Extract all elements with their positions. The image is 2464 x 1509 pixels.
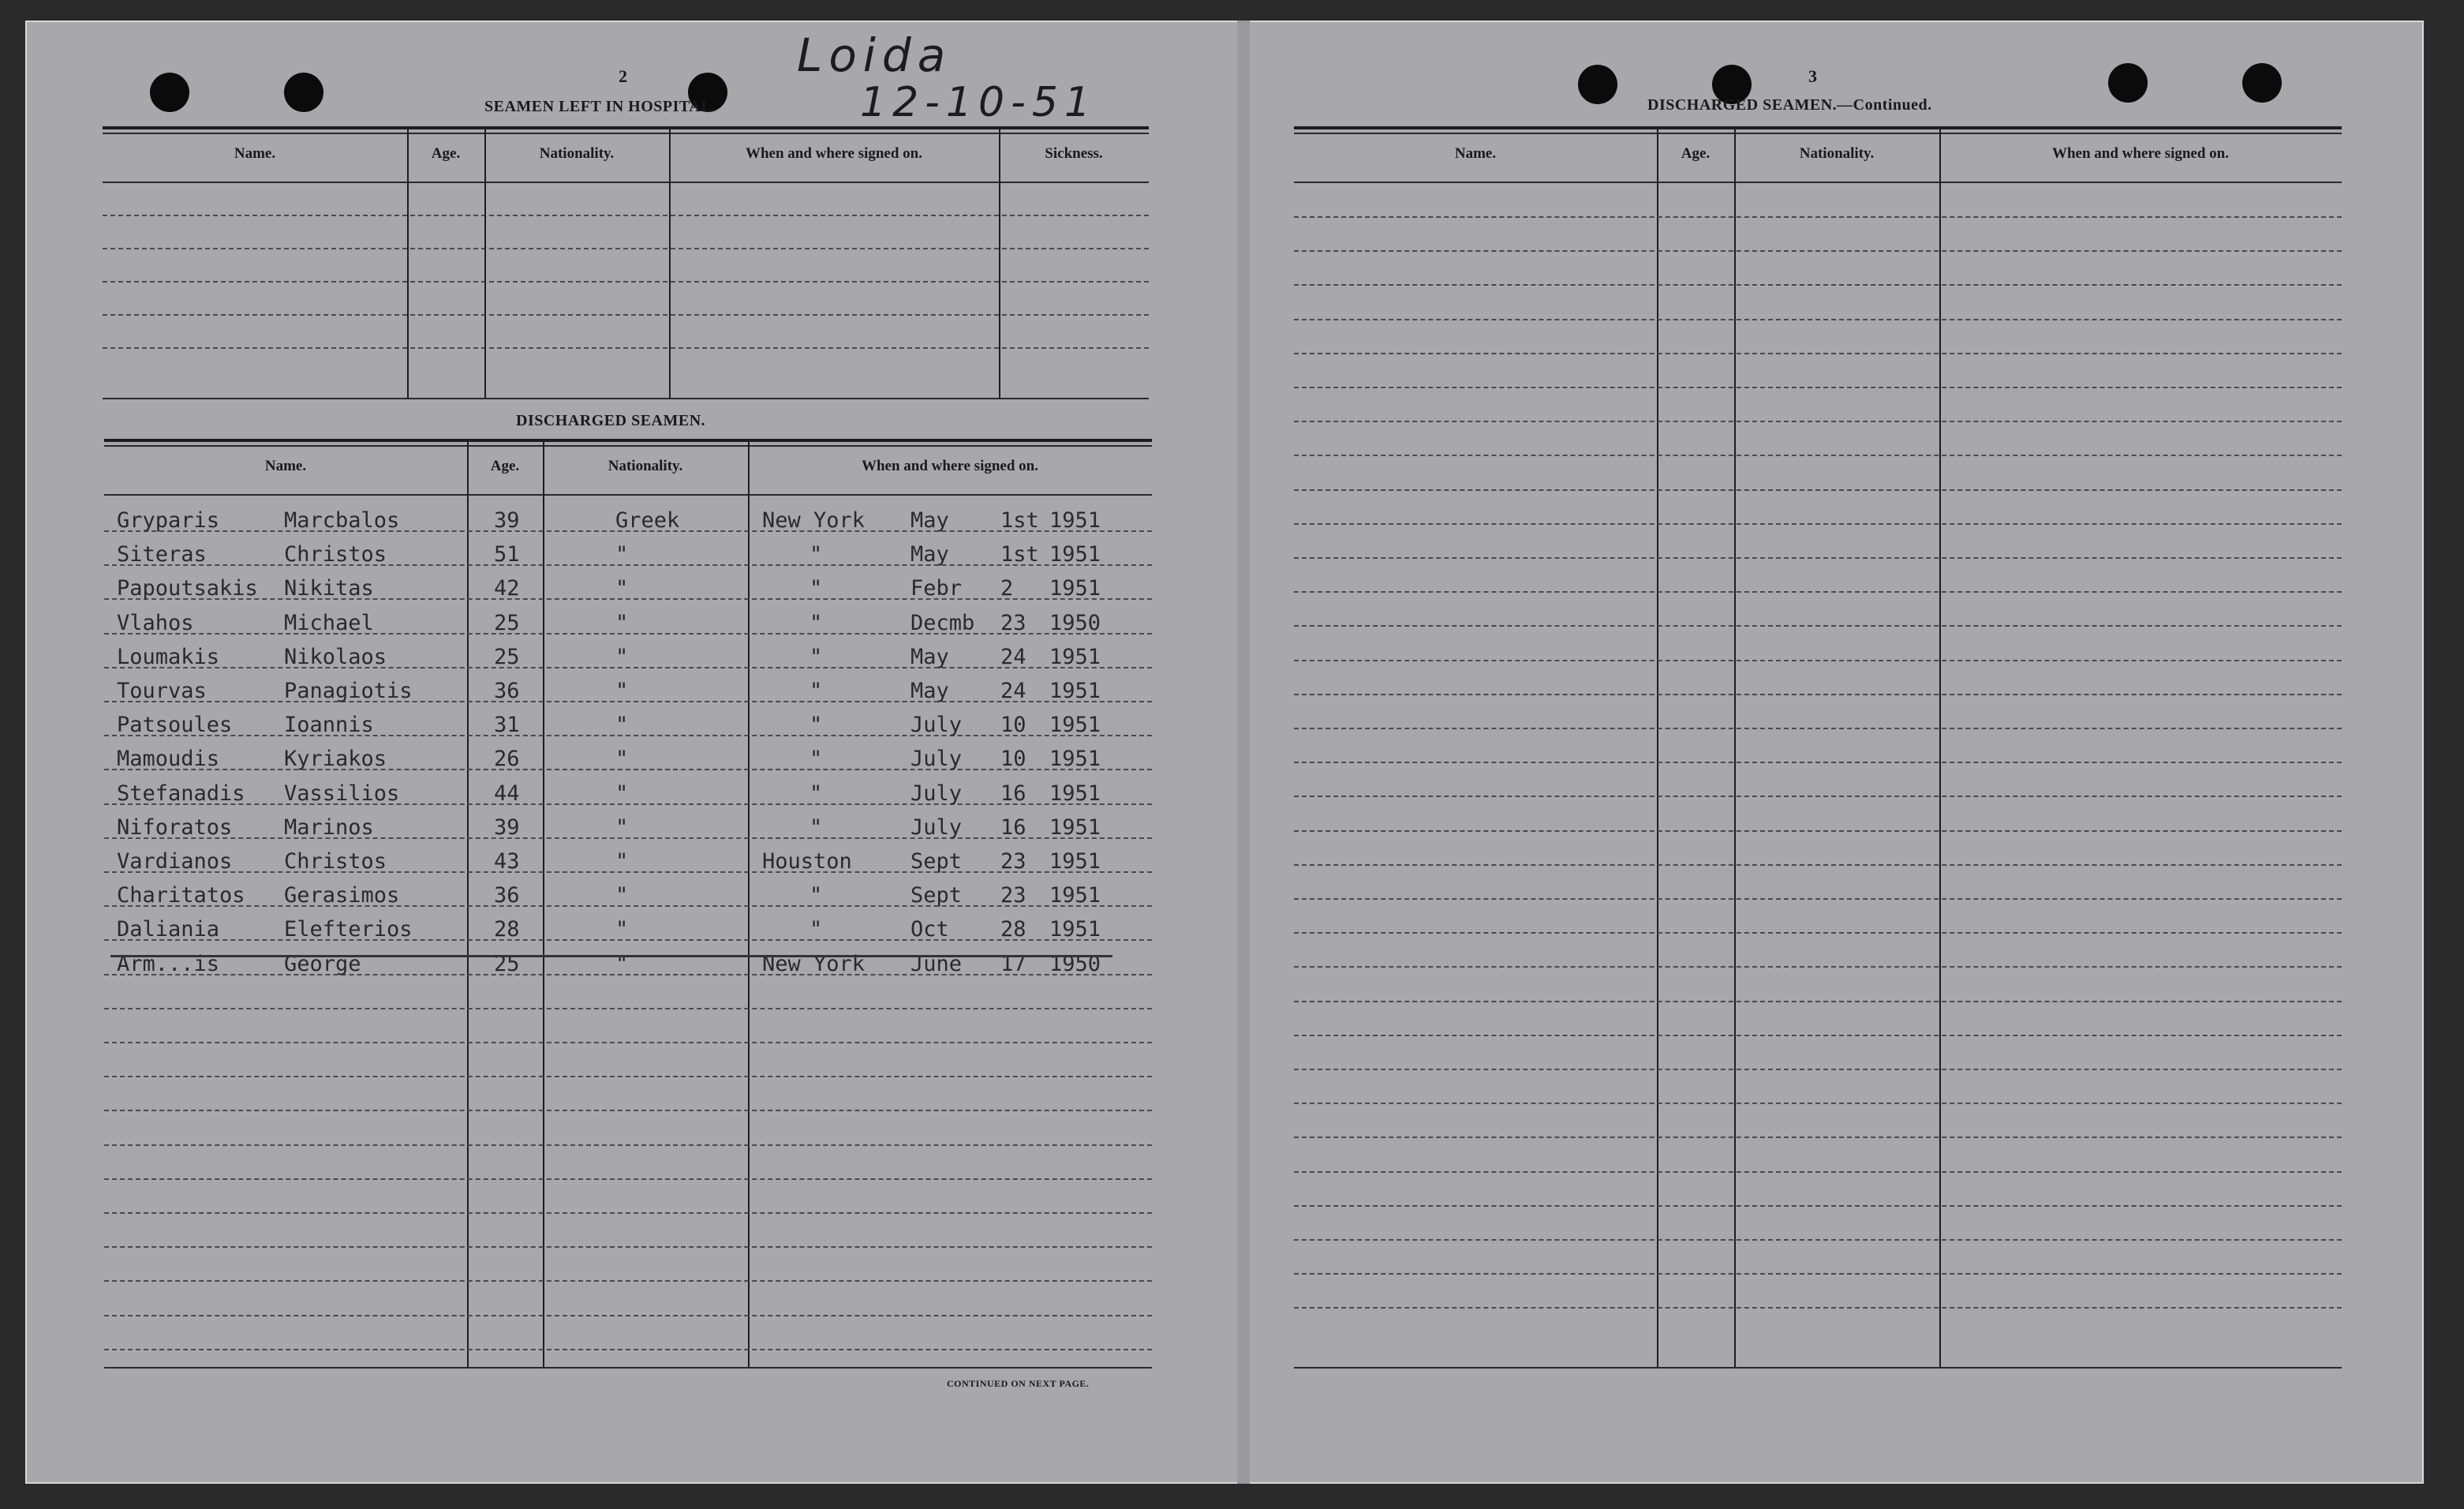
row-surname: Vardianos (117, 849, 233, 874)
row-given-name: Christos (284, 542, 387, 567)
table-row (0, 952, 1152, 983)
row-day: 23 (1000, 883, 1026, 908)
row-day: 23 (1000, 849, 1026, 874)
table-row (0, 747, 1152, 778)
table-row (0, 781, 1152, 813)
row-place: New York (762, 508, 866, 533)
row-given-name: Nikitas (284, 576, 374, 601)
table-row (0, 611, 1152, 642)
row-month: Decmb (910, 610, 975, 635)
row-place: " (809, 576, 823, 601)
row-given-name: Gerasimos (284, 883, 400, 908)
row-day: 23 (1000, 610, 1026, 635)
hospital-col-name: Name. (234, 145, 276, 162)
row-place: New York (762, 951, 866, 976)
row-given-name: Michael (284, 610, 374, 635)
row-surname: Mamoudis (117, 747, 220, 772)
row-surname: Patsoules (117, 713, 233, 738)
row-year: 1951 (1049, 576, 1101, 601)
hospital-col-signed-on: When and where signed on. (745, 145, 922, 162)
row-given-name: Christos (284, 849, 387, 874)
row-age: 36 (494, 883, 520, 908)
row-surname: Arm...is (117, 951, 220, 976)
hospital-col-nationality: Nationality. (539, 145, 615, 162)
row-year: 1951 (1049, 679, 1101, 703)
row-given-name: Vassilios (284, 781, 400, 806)
row-place: " (809, 713, 823, 738)
table-row (0, 849, 1152, 881)
row-month: June (910, 951, 963, 976)
row-year: 1951 (1049, 781, 1101, 806)
page-fold (1237, 21, 1250, 1484)
row-year: 1951 (1049, 849, 1101, 874)
row-day: 1st (1000, 508, 1039, 533)
handwritten-date: 12-10-51 (860, 79, 1097, 126)
row-month: July (910, 814, 963, 840)
row-given-name: Nikolaos (284, 644, 387, 669)
table-row (0, 815, 1152, 847)
row-given-name: Panagiotis (284, 679, 413, 703)
row-age: 31 (494, 713, 520, 738)
row-age: 42 (494, 576, 520, 601)
row-surname: Stefanadis (117, 781, 245, 806)
row-nationality: " (615, 849, 629, 874)
row-year: 1950 (1049, 610, 1101, 635)
right-col-name: Name. (1454, 145, 1497, 162)
row-nationality: " (615, 542, 629, 567)
row-month: July (910, 781, 963, 806)
row-year: 1950 (1049, 951, 1101, 976)
handwritten-ship-name: Loida (797, 28, 952, 82)
row-year: 1951 (1049, 883, 1101, 908)
row-place: " (809, 542, 823, 567)
row-year: 1951 (1049, 542, 1101, 567)
row-nationality: " (615, 814, 629, 840)
row-surname: Tourvas (117, 679, 207, 703)
hospital-section-title: SEAMEN LEFT IN HOSPITAL. (484, 98, 716, 115)
row-nationality: " (615, 883, 629, 908)
hospital-col-age: Age. (431, 145, 461, 162)
right-col-age: Age. (1681, 145, 1711, 162)
discharged-col-signed-on: When and where signed on. (861, 458, 1038, 474)
row-month: Sept (910, 849, 963, 874)
row-nationality: " (615, 747, 629, 772)
row-place: Houston (762, 849, 852, 874)
left-page-number: 2 (619, 66, 627, 86)
row-month: July (910, 713, 963, 738)
row-place: " (809, 781, 823, 806)
row-surname: Gryparis (117, 508, 220, 533)
row-surname: Siteras (117, 542, 207, 567)
row-nationality: " (615, 951, 629, 976)
row-month: May (910, 508, 949, 533)
table-row (0, 917, 1152, 949)
table-row (0, 679, 1152, 710)
table-row (0, 542, 1152, 574)
row-day: 24 (1000, 644, 1026, 669)
row-place: " (809, 883, 823, 908)
row-surname: Vlahos (117, 610, 194, 635)
hospital-col-sickness: Sickness. (1045, 145, 1103, 162)
continued-note: CONTINUED ON NEXT PAGE. (947, 1378, 1090, 1389)
row-nationality: " (615, 644, 629, 669)
row-age: 44 (494, 781, 520, 806)
punch-hole (2108, 63, 2148, 103)
row-age: 25 (494, 951, 520, 976)
row-year: 1951 (1049, 508, 1101, 533)
row-day: 28 (1000, 917, 1026, 942)
row-day: 10 (1000, 747, 1026, 772)
row-age: 43 (494, 849, 520, 874)
row-given-name: Marcbalos (284, 508, 400, 533)
row-year: 1951 (1049, 917, 1101, 942)
row-month: Febr (910, 576, 963, 601)
punch-hole (150, 73, 189, 112)
right-section-title: DISCHARGED SEAMEN.—Continued. (1647, 96, 1932, 114)
row-place: " (809, 679, 823, 703)
table-row (0, 713, 1152, 744)
row-year: 1951 (1049, 747, 1101, 772)
row-day: 24 (1000, 679, 1026, 703)
row-place: " (809, 644, 823, 669)
row-day: 2 (1000, 576, 1014, 601)
row-nationality: " (615, 781, 629, 806)
row-place: " (809, 610, 823, 635)
discharged-col-age: Age. (490, 458, 520, 474)
hospital-table (103, 126, 1149, 403)
discharged-col-nationality: Nationality. (608, 458, 683, 474)
row-given-name: Ioannis (284, 713, 374, 738)
row-given-name: Marinos (284, 814, 374, 840)
row-day: 16 (1000, 814, 1026, 840)
row-month: Oct (910, 917, 949, 942)
row-given-name: George (284, 951, 361, 976)
row-age: 28 (494, 917, 520, 942)
row-place: " (809, 747, 823, 772)
row-nationality: " (615, 576, 629, 601)
row-surname: Daliania (117, 917, 220, 942)
row-age: 25 (494, 644, 520, 669)
row-day: 10 (1000, 713, 1026, 738)
row-age: 26 (494, 747, 520, 772)
row-year: 1951 (1049, 713, 1101, 738)
row-nationality: " (615, 713, 629, 738)
right-col-nationality: Nationality. (1799, 145, 1875, 162)
row-age: 36 (494, 679, 520, 703)
row-given-name: Elefterios (284, 917, 413, 942)
row-month: Sept (910, 883, 963, 908)
row-nationality: " (615, 610, 629, 635)
discharged-col-name: Name. (264, 458, 307, 474)
strikethrough-line (110, 955, 1112, 957)
row-year: 1951 (1049, 644, 1101, 669)
row-month: May (910, 679, 949, 703)
row-month: May (910, 644, 949, 669)
row-place: " (809, 917, 823, 942)
discharged-continued-table (1294, 126, 2342, 1373)
row-surname: Niforatos (117, 814, 233, 840)
punch-hole (2242, 63, 2282, 103)
row-surname: Charitatos (117, 883, 245, 908)
row-age: 39 (494, 814, 520, 840)
row-nationality: " (615, 917, 629, 942)
row-month: May (910, 542, 949, 567)
punch-hole (284, 73, 323, 112)
row-age: 25 (494, 610, 520, 635)
right-page-number: 3 (1808, 66, 1817, 86)
table-row (0, 883, 1152, 915)
right-col-signed-on: When and where signed on. (2051, 145, 2229, 162)
table-row (0, 576, 1152, 608)
row-nationality: Greek (615, 508, 680, 533)
row-place: " (809, 814, 823, 840)
table-row (0, 645, 1152, 676)
row-surname: Loumakis (117, 644, 220, 669)
row-day: 17 (1000, 951, 1026, 976)
row-day: 16 (1000, 781, 1026, 806)
row-given-name: Kyriakos (284, 747, 387, 772)
row-age: 39 (494, 508, 520, 533)
table-row (0, 508, 1152, 540)
row-month: July (910, 747, 963, 772)
discharged-section-title: DISCHARGED SEAMEN. (516, 412, 706, 429)
row-age: 51 (494, 542, 520, 567)
row-day: 1st (1000, 542, 1039, 567)
row-year: 1951 (1049, 814, 1101, 840)
punch-hole (1578, 65, 1617, 104)
row-nationality: " (615, 679, 629, 703)
row-surname: Papoutsakis (117, 576, 258, 601)
